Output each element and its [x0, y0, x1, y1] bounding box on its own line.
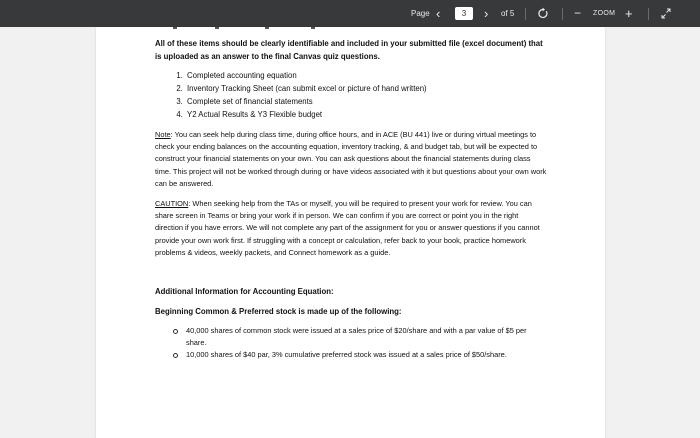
list-item: 3. Complete set of financial statements: [185, 95, 547, 108]
toolbar-divider: [525, 8, 526, 20]
rotate-icon[interactable]: [537, 0, 551, 27]
next-page-button[interactable]: ›: [484, 6, 489, 21]
stock-list: [155, 325, 547, 361]
deliverables-list: [155, 69, 547, 121]
page-label: Page: [411, 9, 430, 18]
zoom-in-button[interactable]: +: [625, 6, 633, 21]
list-item: [186, 349, 547, 361]
note-paragraph: [155, 129, 547, 190]
note-label: Note: [155, 130, 171, 139]
additional-info-heading: Additional Information for Accounting Equation:: [155, 287, 334, 297]
clipped-text-fragment: [155, 27, 375, 30]
zoom-label: ZOOM: [593, 10, 616, 17]
caution-paragraph: [155, 198, 547, 259]
list-item: 1. Completed accounting equation: [185, 69, 547, 82]
stock-heading: Beginning Common & Preferred stock is made up of the following:: [155, 307, 402, 317]
zoom-out-button[interactable]: −: [574, 6, 582, 20]
circle-bullet-icon: [173, 329, 178, 334]
note-text: : You can seek help during class time, during office hours, and in ACE (BU 441) live or during virtual meetings to check your ending balances on the accounting equation, inventory tracking, & and budget tab, but will be expected to construct your financial statements on your own. You can ask questions about the financial statements during class time. This project will not be worked through during or have videos associated with it but questions about your own work can be answered.: [155, 130, 547, 188]
intro-paragraph: All of these items should be clearly identifiable and included in your submitted file (excel document) that is uploaded as an answer to the final Canvas quiz questions.: [155, 39, 543, 61]
caution-label: CAUTION: [155, 199, 189, 209]
stock-item-text: 10,000 shares of $40 par, 3% cumulative preferred stock was issued at a sales price of $50/share.: [186, 350, 507, 360]
toolbar-divider: [648, 8, 649, 20]
caution-text: : When seeking help from the TAs or myself, you will be required to present your work for review. You can share screen in Teams or bring your work if in person. We can confirm if you are correct or point you in the right direction if you have errors. We will not complete any part of the assignment for you or answer questions if you cannot provide your own work first. If struggling with a concept or calculation, refer back to your book, practice homework problems & videos, weekly packets, and Connect homework as a guide.: [155, 199, 540, 257]
list-item: 4. Y2 Actual Results & Y3 Flexible budget: [185, 108, 547, 121]
previous-page-button[interactable]: ‹: [436, 6, 441, 21]
page-number-input[interactable]: 3: [455, 7, 473, 20]
circle-bullet-icon: [173, 353, 178, 358]
document-page: [96, 27, 605, 438]
page-count-label: of 5: [501, 9, 515, 18]
list-item: [186, 325, 547, 349]
fullscreen-icon[interactable]: [660, 0, 672, 27]
toolbar-divider: [562, 8, 563, 20]
pdf-toolbar: [0, 0, 700, 27]
list-item: 2. Inventory Tracking Sheet (can submit excel or picture of hand written): [185, 82, 547, 95]
document-content: [155, 37, 547, 361]
stock-item-text: 40,000 shares of common stock were issued at a sales price of $20/share and with a par value of $5 per share.: [186, 326, 527, 348]
